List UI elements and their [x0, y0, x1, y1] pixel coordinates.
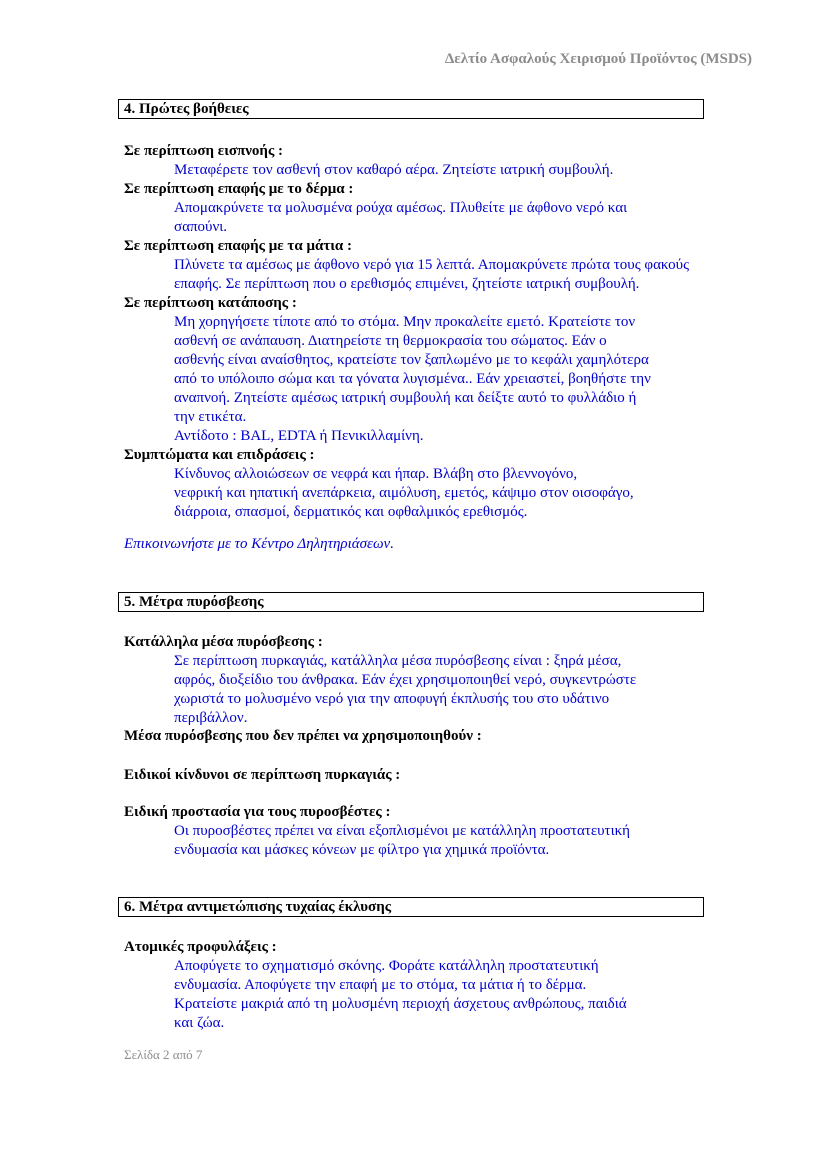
text-inhalation — [174, 161, 754, 180]
heading-skin-contact: Σε περίπτωση επαφής με το δέρμα : — [124, 181, 354, 197]
text-line: αναπνοή. Ζητείστε αμέσως ιατρική συμβουλή και δείξτε αυτό το φυλλάδιο ή — [174, 390, 637, 406]
text-line: Απομακρύνετε τα μολυσμένα ρούχα αμέσως. Πλυθείτε με άφθονο νερό και — [174, 200, 628, 216]
text-line: Μεταφέρετε τον ασθενή στον καθαρό αέρα. Ζητείστε ιατρική συμβουλή. — [174, 162, 614, 178]
text-line: ασθενή σε ανάπαυση. Διατηρείστε τη θερμοκρασία του σώματος. Εάν ο — [174, 333, 607, 349]
text-line: διάρροια, σπασμοί, δερματικός και οφθαλμικός ερεθισμός. — [174, 504, 528, 520]
text-line: την ετικέτα. — [174, 409, 247, 425]
text-suitable-media — [174, 652, 754, 728]
text-firefighter-protection — [174, 822, 754, 860]
heading-firefighter-protection: Ειδική προστασία για τους πυροσβέστες : — [124, 804, 391, 820]
text-line: Πλύνετε τα αμέσως με άφθονο νερό για 15 λεπτά. Απομακρύνετε πρώτα τους φακούς — [174, 257, 690, 273]
heading-inhalation: Σε περίπτωση εισπνοής : — [124, 143, 284, 159]
text-line: Κίνδυνος αλλοιώσεων σε νεφρά και ήπαρ. Βλάβη στο βλεννογόνο, — [174, 466, 578, 482]
heading-suitable-media: Κατάλληλα μέσα πυρόσβεσης : — [124, 634, 323, 650]
text-personal-precautions — [174, 957, 754, 1033]
text-line: αφρός, διοξείδιο του άνθρακα. Εάν έχει χρησιμοποιηθεί νερό, συγκεντρώστε — [174, 672, 637, 688]
text-line: σαπούνι. — [174, 219, 228, 235]
text-line: χωριστά το μολυσμένο νερό για την αποφυγή έκπλυσής του στο υδάτινο — [174, 691, 610, 707]
page-number: Σελίδα 2 από 7 — [124, 1047, 203, 1062]
text-line: Μη χορηγήσετε τίποτε από το στόμα. Μην προκαλείτε εμετό. Κρατείστε τον — [174, 314, 636, 330]
heading-unsuitable-media: Μέσα πυρόσβεσης που δεν πρέπει να χρησιμοποιηθούν : — [124, 728, 482, 744]
text-eye-contact — [174, 256, 754, 294]
heading-ingestion: Σε περίπτωση κατάποσης : — [124, 295, 297, 311]
text-line: Οι πυροσβέστες πρέπει να είναι εξοπλισμένοι με κατάλληλη προστατευτική — [174, 823, 631, 839]
text-line: επαφής. Σε περίπτωση που ο ερεθισμός επιμένει, ζητείστε ιατρική συμβουλή. — [174, 276, 640, 292]
text-line: Σε περίπτωση πυρκαγιάς, κατάλληλα μέσα πυρόσβεσης είναι : ξηρά μέσα, — [174, 653, 622, 669]
text-line: και ζώα. — [174, 1015, 225, 1031]
heading-special-hazards: Ειδικοί κίνδυνοι σε περίπτωση πυρκαγιάς : — [124, 767, 401, 783]
section-title-accidental-release: 6. Μέτρα αντιμετώπισης τυχαίας έκλυσης — [118, 897, 704, 917]
poison-center-note: Επικοινωνήστε με το Κέντρο Δηλητηριάσεων. — [124, 536, 394, 552]
text-skin-contact — [174, 199, 754, 237]
section-title-firefighting: 5. Μέτρα πυρόσβεσης — [118, 592, 704, 612]
text-line: ασθενής είναι αναίσθητος, κρατείστε τον ξαπλωμένο με το κεφάλι χαμηλότερα — [174, 352, 649, 368]
text-line: Κρατείστε μακριά από τη μολυσμένη περιοχή άσχετους ανθρώπους, παιδιά — [174, 996, 627, 1012]
text-ingestion — [174, 313, 754, 446]
text-line: από το υπόλοιπο σώμα και τα γόνατα λυγισμένα.. Εάν χρειαστεί, βοηθήστε την — [174, 371, 651, 387]
heading-personal-precautions: Ατομικές προφυλάξεις : — [124, 939, 277, 955]
text-line: Αντίδοτο : BAL, EDTA ή Πενικιλλαμίνη. — [174, 428, 424, 444]
text-line: ενδυμασία. Αποφύγετε την επαφή με το στόμα, τα μάτια ή το δέρμα. — [174, 977, 587, 993]
text-line: περιβάλλον. — [174, 710, 248, 726]
text-line: νεφρική και ηπατική ανεπάρκεια, αιμόλυση, εμετός, κάψιμο στον οισοφάγο, — [174, 485, 634, 501]
section-title-first-aid: 4. Πρώτες βοήθειες — [118, 99, 704, 119]
text-line: ενδυμασία και μάσκες κόνεων με φίλτρο για χημικά προϊόντα. — [174, 842, 550, 858]
text-symptoms — [174, 465, 754, 522]
heading-symptoms: Συμπτώματα και επιδράσεις : — [124, 447, 315, 463]
heading-eye-contact: Σε περίπτωση επαφής με τα μάτια : — [124, 238, 353, 254]
document-header: Δελτίο Ασφαλούς Χειρισμού Προϊόντος (MSDS) — [444, 51, 752, 67]
text-line: Αποφύγετε το σχηματισμό σκόνης. Φοράτε κατάλληλη προστατευτική — [174, 958, 599, 974]
